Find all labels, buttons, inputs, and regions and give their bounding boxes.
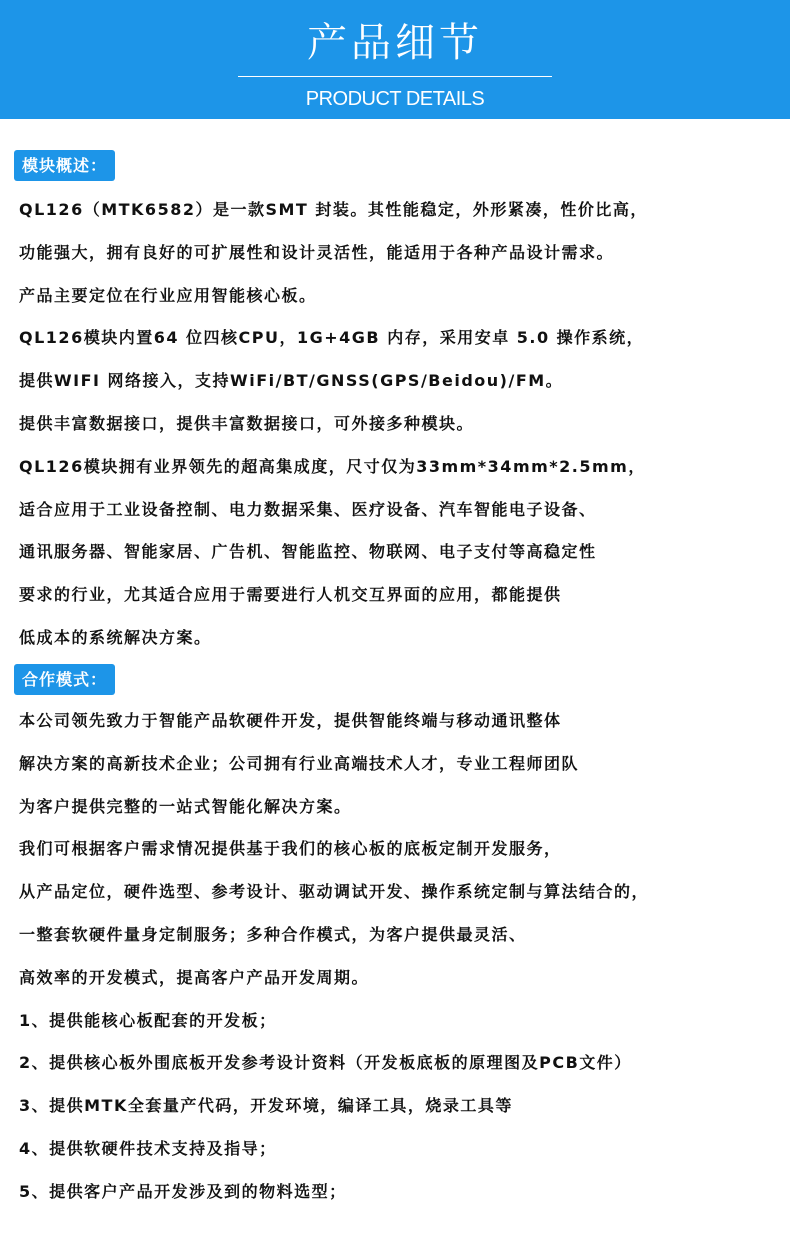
text-line: 本公司领先致力于智能产品软硬件开发，提供智能终端与移动通讯整体 xyxy=(19,711,562,730)
list-item: 3、提供MTK全套量产代码，开发环境，编译工具，烧录工具等 xyxy=(19,1096,513,1116)
section-tag-module-overview: 模块概述： xyxy=(14,150,115,181)
header-banner xyxy=(0,0,790,119)
text-line: 为客户提供完整的一站式智能化解决方案。 xyxy=(19,796,352,816)
text-line: 功能强大，拥有良好的可扩展性和设计灵活性，能适用于各种产品设计需求。 xyxy=(19,242,615,262)
text-line: QL126模块内置64 位四核CPU，1G+4GB 内存，采用安卓 5.0 操作系统， xyxy=(19,328,645,348)
text-line: 产品主要定位在行业应用智能核心板。 xyxy=(19,285,317,305)
text-line: QL126（MTK6582）是一款SMT 封装。其性能稳定，外形紧凑，性价比高， xyxy=(19,200,648,219)
text-line: 提供丰富数据接口，提供丰富数据接口，可外接多种模块。 xyxy=(19,413,475,433)
section-tag-cooperation-mode: 合作模式： xyxy=(14,664,115,695)
page-subtitle: PRODUCT DETAILS xyxy=(305,88,485,110)
text-line: 适合应用于工业设备控制、电力数据采集、医疗设备、汽车智能电子设备、 xyxy=(19,499,597,519)
text-line: 解决方案的高新技术企业；公司拥有行业高端技术人才，专业工程师团队 xyxy=(19,753,580,773)
list-item: 2、提供核心板外围底板开发参考设计资料（开发板底板的原理图及PCB文件） xyxy=(19,1053,632,1073)
module-overview-paragraph xyxy=(19,189,784,660)
page-title: 产品细节 xyxy=(307,20,483,66)
cooperation-mode-paragraph xyxy=(19,700,784,1214)
text-line: 从产品定位，硬件选型、参考设计、驱动调试开发、操作系统定制与算法结合的， xyxy=(19,882,650,902)
text-line: 提供WIFI 网络接入，支持WiFi/BT/GNSS(GPS/Beidou)/FM。 xyxy=(19,371,564,391)
text-line: 要求的行业，尤其适合应用于需要进行人机交互界面的应用，都能提供 xyxy=(19,585,562,605)
header-divider xyxy=(238,76,552,77)
text-line: 通讯服务器、智能家居、广告机、智能监控、物联网、电子支付等高稳定性 xyxy=(19,542,597,562)
list-item: 1、提供能核心板配套的开发板； xyxy=(19,1010,277,1030)
text-line: QL126模块拥有业界领先的超高集成度，尺寸仅为33mm*34mm*2.5mm， xyxy=(19,456,646,476)
list-item: 4、提供软硬件技术支持及指导； xyxy=(19,1138,277,1158)
list-item: 5、提供客户产品开发涉及到的物料选型； xyxy=(19,1181,347,1201)
text-line: 一整套软硬件量身定制服务；多种合作模式，为客户提供最灵活、 xyxy=(19,924,527,944)
text-line: 我们可根据客户需求情况提供基于我们的核心板的底板定制开发服务， xyxy=(19,839,562,859)
text-line: 低成本的系统解决方案。 xyxy=(19,627,212,647)
text-line: 高效率的开发模式，提高客户产品开发周期。 xyxy=(19,967,370,987)
